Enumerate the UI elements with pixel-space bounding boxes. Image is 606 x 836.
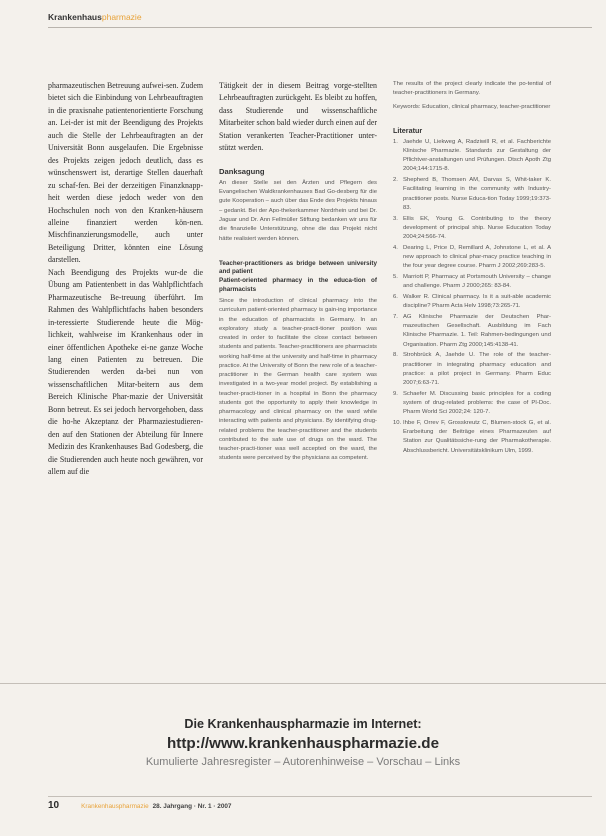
page-number: 10 [48, 800, 60, 811]
body-paragraph: Tätigkeit der in diesem Beitrag vorge-stellten Lehrbeauftragten zurückgeht. Es bleibt zu hoffen, dass Studierende und wissenschaftliche Mitarbeiter schon bald wieder durch einen auf der Station verankerten Teacher-Practitioner unter-stützt werden. [219, 81, 377, 153]
footer-issue: 28. Jahrgang · Nr. 1 · 2007 [152, 803, 232, 810]
footer-rule [48, 796, 592, 797]
reference-item [393, 419, 551, 456]
header-rule [48, 27, 592, 28]
reference-item [393, 244, 551, 272]
brand-header [48, 12, 142, 22]
english-abstract-continued: The results of the project clearly indicate the po-tential of teacher-practitioners in Germany. [393, 81, 551, 97]
reference-text: Ellis EK, Young G. Contributing to the theory development of principal ship. Nurse Education Today 2004;24:566-74. [403, 215, 551, 240]
acknowledgement-text: An dieser Stelle sei den Ärzten und Pflegern des Evangelischen Waldkrankenhauses Bad Go-desberg für die gute Kooperation – auch über das Ende des Projekts hinaus – gedankt. Bei der Apo-thekerkammer Nordrhein und bei Dr. Jaguar und Dr. Ann Fellmüller Stiftung bedanken wir uns für die finanzielle Unterstützung, ohne die das Projekt nicht hätte realisiert werden können. [219, 179, 377, 242]
column-3 [393, 80, 551, 457]
acknowledgement-heading: Danksagung [219, 166, 265, 176]
reference-item [393, 313, 551, 350]
keywords: Keywords: Education, clinical pharmacy, teacher-practitioner [393, 103, 551, 110]
reference-number: 5. [393, 273, 398, 280]
promo-url-link[interactable]: http://www.krankenhauspharmazie.de [166, 735, 440, 752]
english-title: Teacher-practitioners as bridge between university and patient [219, 259, 377, 276]
reference-text: Walker R. Clinical pharmacy. Is it a suit-able academic discipline? Pharm Acta Helv 1998;73:265-71. [403, 293, 551, 310]
reference-item [393, 293, 551, 311]
reference-text: Ihbe F, Orrev F, Grosskreutz C, Blumen-stock G, et al. Erarbeitung der Beiträge eines Pharmazeuten auf Station zur Qualitätssiche-rung der Pharmakotherapie. Abschlussbericht. Universitätsklinikum Ulm, 1999. [403, 419, 551, 454]
reference-item [393, 176, 551, 213]
promo-box [0, 716, 606, 770]
literature-heading: Literatur [393, 125, 423, 135]
reference-item [393, 215, 551, 243]
promo-divider [0, 683, 606, 684]
body-paragraph: Nach Beendigung des Projekts wur-de die Übung am Patientenbett in das Wahlpflichtfach Pharmazeutische Be-treuung überführt. Im Rahmen des Wahlpflichtfachs haben besonders in-teressierte Studierende heute die Mög-lichkeit, wahlweise im Krankenhaus oder in einer öffentlichen Apotheke ei-ne ganze Woche lang einen Patienten zu betreuen. Die Studierenden werden da-bei nun von wissenschaftlichen Mitar-beitern aus dem Bereich Klinische Phar-mazie der Universität Bonn betreut. Es sei jedoch hervorgehoben, dass die ho-he Akzeptanz der Pharmaziestudieren-den auf den Stationen der Abteilung für Innere Medizin des Krankenhauses Bad Godesberg, die die Studierenden auch heute noch gewähren, vor allem auf die [48, 267, 203, 477]
reference-text: Marriott P, Pharmacy at Portsmouth University – change and challenge. Pharm J 2000;265: 83-84. [403, 273, 551, 290]
reference-item [393, 351, 551, 388]
column-1 [48, 80, 203, 479]
reference-text: Shepherd B, Thomsen AM, Darvas S, Whit-taker K. Facilitating learning in the community with Industry-practitioner posts. Nurse Educa-tion Today 1999;19:373-83. [403, 177, 551, 211]
reference-item [393, 273, 551, 291]
reference-number: 2. [393, 177, 398, 184]
reference-text: Jaehde U, Liekweg A, Radziwill R, et al. Fachberichte Klinische Pharmazie. Standards zur Gestaltung der Pflichtver-anstaltungen und Prüfungen. Dtsch Apoth Ztg 2004;144:1715-8. [403, 138, 551, 173]
english-subtitle: Patient-oriented pharmacy in the educa-tion of pharmacists [219, 276, 377, 293]
reference-text: Schaefer M. Discussing basic principles for a coding system of drug-related problems: the case of PI-Doc. Pharm World Sci 2002;24: 120-7. [403, 390, 551, 416]
reference-number: 10. [393, 419, 402, 426]
body-paragraph: pharmazeutischen Betreuung aufwei-sen. Zudem bietet sich die Einbindung von Lehrbeauftragten in die praxisnahe patientenorientierte Forschung an. Lei-der ist mit der Beendigung des Projekts auch die Stelle der Lehrbeauftragten an der Universität Bonn ausgelaufen. Die Ergebnisse des Projekts zeigen jedoch deutlich, dass es wünschenswert ist, derartige Stellen dauerhaft zu schaf-fen. Bei der derzeitigen Finanzknapp-heit werden diese jedoch weder von den Hochschulen noch von den Kranken-häusern alleine finanziert werden kön-nen. Mischfinanzierungsmodelle, auch unter Beteiligung Dritter, könnten eine Lösung darstellen. [48, 81, 203, 265]
promo-title: Die Krankenhauspharmazie im Internet: [184, 717, 422, 731]
reference-item [393, 390, 551, 418]
reference-item [393, 138, 551, 175]
reference-number: 1. [393, 138, 398, 145]
brand-accent: pharmazie [101, 12, 142, 22]
reference-number: 4. [393, 244, 398, 251]
footer-journal: Krankenhauspharmazie [81, 803, 149, 810]
page-footer [48, 800, 231, 811]
reference-number: 6. [393, 293, 398, 300]
reference-number: 7. [393, 313, 398, 320]
promo-links: Kumulierte Jahresregister – Autorenhinweise – Vorschau – Links [145, 756, 461, 768]
reference-number: 9. [393, 390, 398, 397]
reference-number: 8. [393, 352, 398, 359]
reference-number: 3. [393, 215, 398, 222]
english-abstract: Since the introduction of clinical pharmacy into the curriculum patient-oriented pharmacy is gain-ing importance in the education of pharmacists in Germany. In an exploratory study a teacher-practi-tioner position was created in order to facilitate the close contact between students and patients. Teacher-practitioners are pharmacists working half-time at the university and half-time in pharmacy practice. At the University of Bonn the new role of a teacher-practitioner in the German health care system was investigated in a two-year model project. By establishing a teacher-practi-tioner in a hospital in Bonn the pharmacy students got the opportunity to apply their knowledge in pharmacology and clinical pharmacy on the ward while interacting with patients and physicians. By identifying drug-related problems the teacher-practitioner and the students contributed to the safe use of drugs on the ward. The teacher-practi-tioner was well accepted on the ward, the students were perceived by the physicians as competent. [219, 298, 377, 462]
reference-text: AG Klinische Pharmazie der Deutschen Phar-mazeutischen Gesellschaft. Ausbildung im Fach Klinische Pharmazie. 1. Teil: Rahmen-bedingungen und Organisation. Pharm Ztg 2000;145:4138-41. [403, 313, 551, 348]
brand-main: Krankenhaus [48, 12, 102, 22]
reference-text: Dearing L, Price D, Remillard A, Johnstone L, et al. A new approach to clinical phar-macy practice teaching in the four year degree course. Pharm J 2002;269:283-5. [403, 244, 551, 270]
reference-list [393, 138, 551, 456]
column-2 [219, 80, 377, 464]
reference-text: Strohbrück A, Jaehde U. The role of the teacher-practitioner in integrating pharmacy education and practice: a pilot project in Germany. Pharm Educ 2007;6:63-71. [403, 352, 551, 386]
